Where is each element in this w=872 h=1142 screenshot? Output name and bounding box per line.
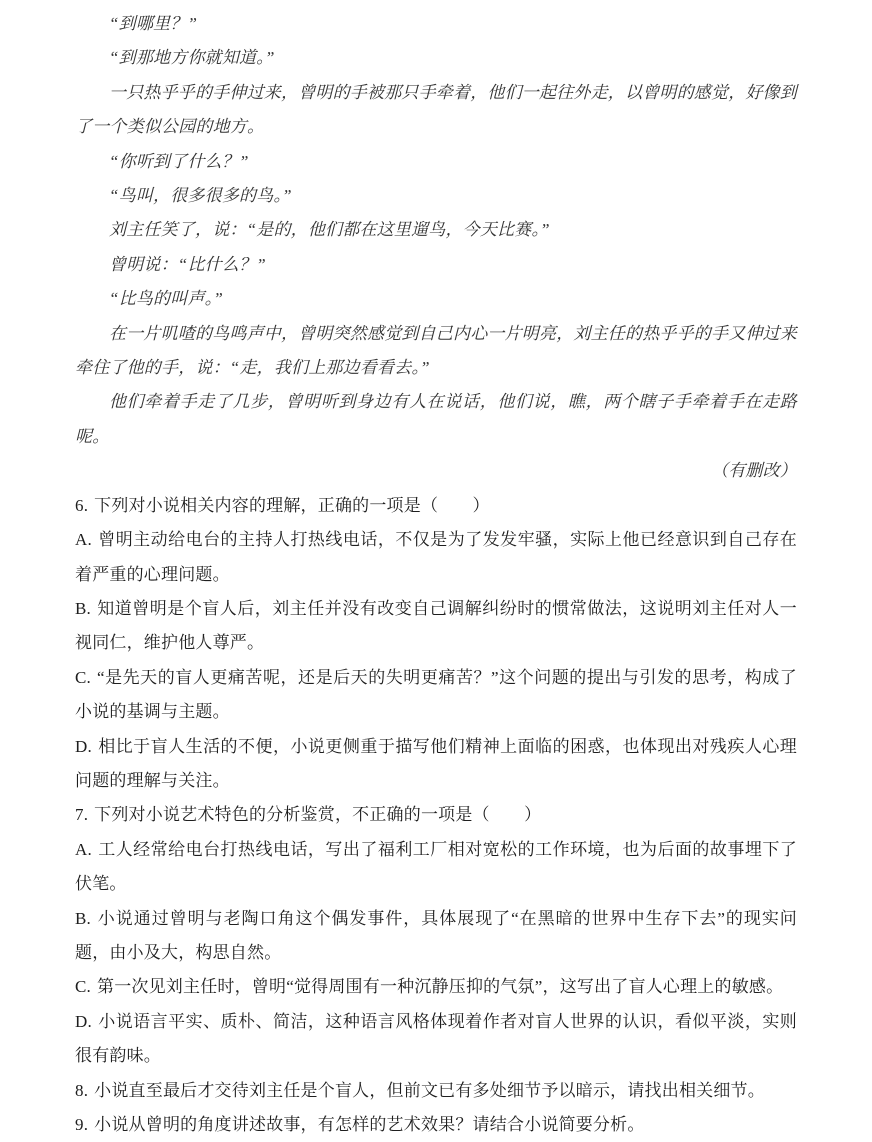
attribution-note: （有删改）: [711, 461, 797, 481]
question-7-option-b: [75, 902, 797, 971]
passage-paragraph: 在一片叽喳的鸟鸣声中，曾明突然感觉到自己内心一片明亮，刘主任的热乎乎的手又伸过来牵住了他的手，说：“走，我们上那边看看去。”: [75, 323, 797, 378]
option-text: “是先天的盲人更痛苦呢，还是后天的失明更痛苦？”这个问题的提出与引发的思考，构成了小说的基调与主题。: [75, 667, 797, 722]
passage-paragraph: “鸟叫，很多很多的鸟。”: [109, 186, 292, 206]
option-label: D.: [75, 736, 92, 756]
question-number: 9.: [75, 1115, 89, 1134]
option-label: B.: [75, 598, 91, 618]
option-label: B.: [75, 908, 91, 928]
passage-paragraph: 一只热乎乎的手伸过来，曾明的手被那只手牵着，他们一起往外走，以曾明的感觉，好像到了一个类似公园的地方。: [75, 82, 797, 137]
option-label: C.: [75, 667, 91, 687]
question-6-option-a: [75, 523, 797, 592]
question-number: 7.: [75, 805, 89, 825]
passage-paragraph: 他们牵着手走了几步，曾明听到身边有人在说话，他们说，瞧，两个瞎子手牵着手在走路呢。: [75, 392, 797, 446]
option-label: A.: [75, 530, 92, 550]
question-7-stem: [75, 798, 797, 832]
option-text: 曾明主动给电台的主持人打热线电话，不仅是为了发发牢骚，实际上他已经意识到自己存在着严重的心理问题。: [75, 530, 797, 584]
question-number: 8.: [75, 1080, 89, 1100]
question-text: 小说直至最后才交待刘主任是个盲人，但前文已有多处细节予以暗示，请找出相关细节。: [94, 1080, 765, 1100]
question-9-stem: [75, 1108, 797, 1142]
passage-paragraph: 刘主任笑了，说：“是的，他们都在这里遛鸟，今天比赛。”: [109, 220, 550, 240]
option-text: 小说语言平实、质朴、简洁，这种语言风格体现着作者对盲人世界的认识，看似平淡，实则很有韵味。: [75, 1011, 797, 1066]
question-8-stem: [75, 1074, 797, 1108]
question-7-option-a: [75, 833, 797, 902]
question-6-option-d: [75, 730, 797, 799]
option-label: A.: [75, 839, 92, 859]
question-6-stem: [75, 489, 797, 523]
reading-passage: [75, 7, 797, 489]
passage-paragraph: “到那地方你就知道。”: [109, 48, 275, 68]
passage-paragraph: “你听到了什么？”: [109, 151, 249, 171]
question-list: [75, 489, 797, 1142]
question-7-option-d: [75, 1005, 797, 1074]
option-label: C.: [75, 977, 91, 997]
passage-paragraph: “到哪里？”: [109, 14, 198, 33]
option-text: 工人经常给电台打热线电话，写出了福利工厂相对宽松的工作环境，也为后面的故事埋下了伏笔。: [75, 839, 797, 894]
question-text: 小说从曾明的角度讲述故事，有怎样的艺术效果？请结合小说简要分析。: [94, 1115, 645, 1134]
option-text: 相比于盲人生活的不便，小说更侧重于描写他们精神上面临的困惑，也体现出对残疾人心理问题的理解与关注。: [75, 736, 797, 790]
question-text: 下列对小说相关内容的理解，正确的一项是（ ）: [94, 495, 490, 515]
question-text: 下列对小说艺术特色的分析鉴赏，不正确的一项是（ ）: [94, 805, 542, 825]
passage-paragraph: “比鸟的叫声。”: [109, 289, 224, 309]
option-text: 小说通过曾明与老陶口角这个偶发事件，具体展现了“在黑暗的世界中生存下去”的现实问题，由小及大，构思自然。: [75, 908, 797, 962]
option-label: D.: [75, 1011, 92, 1031]
option-text: 知道曾明是个盲人后，刘主任并没有改变自己调解纠纷时的惯常做法，这说明刘主任对人一视同仁，维护他人尊严。: [75, 598, 797, 653]
question-number: 6.: [75, 495, 89, 515]
question-6-option-c: [75, 661, 797, 730]
option-text: 第一次见刘主任时，曾明“觉得周围有一种沉静压抑的气氛”，这写出了盲人心理上的敏感。: [97, 977, 784, 997]
question-7-option-c: [75, 970, 797, 1004]
question-6-option-b: [75, 592, 797, 661]
passage-paragraph: 曾明说：“比什么？”: [109, 254, 266, 274]
